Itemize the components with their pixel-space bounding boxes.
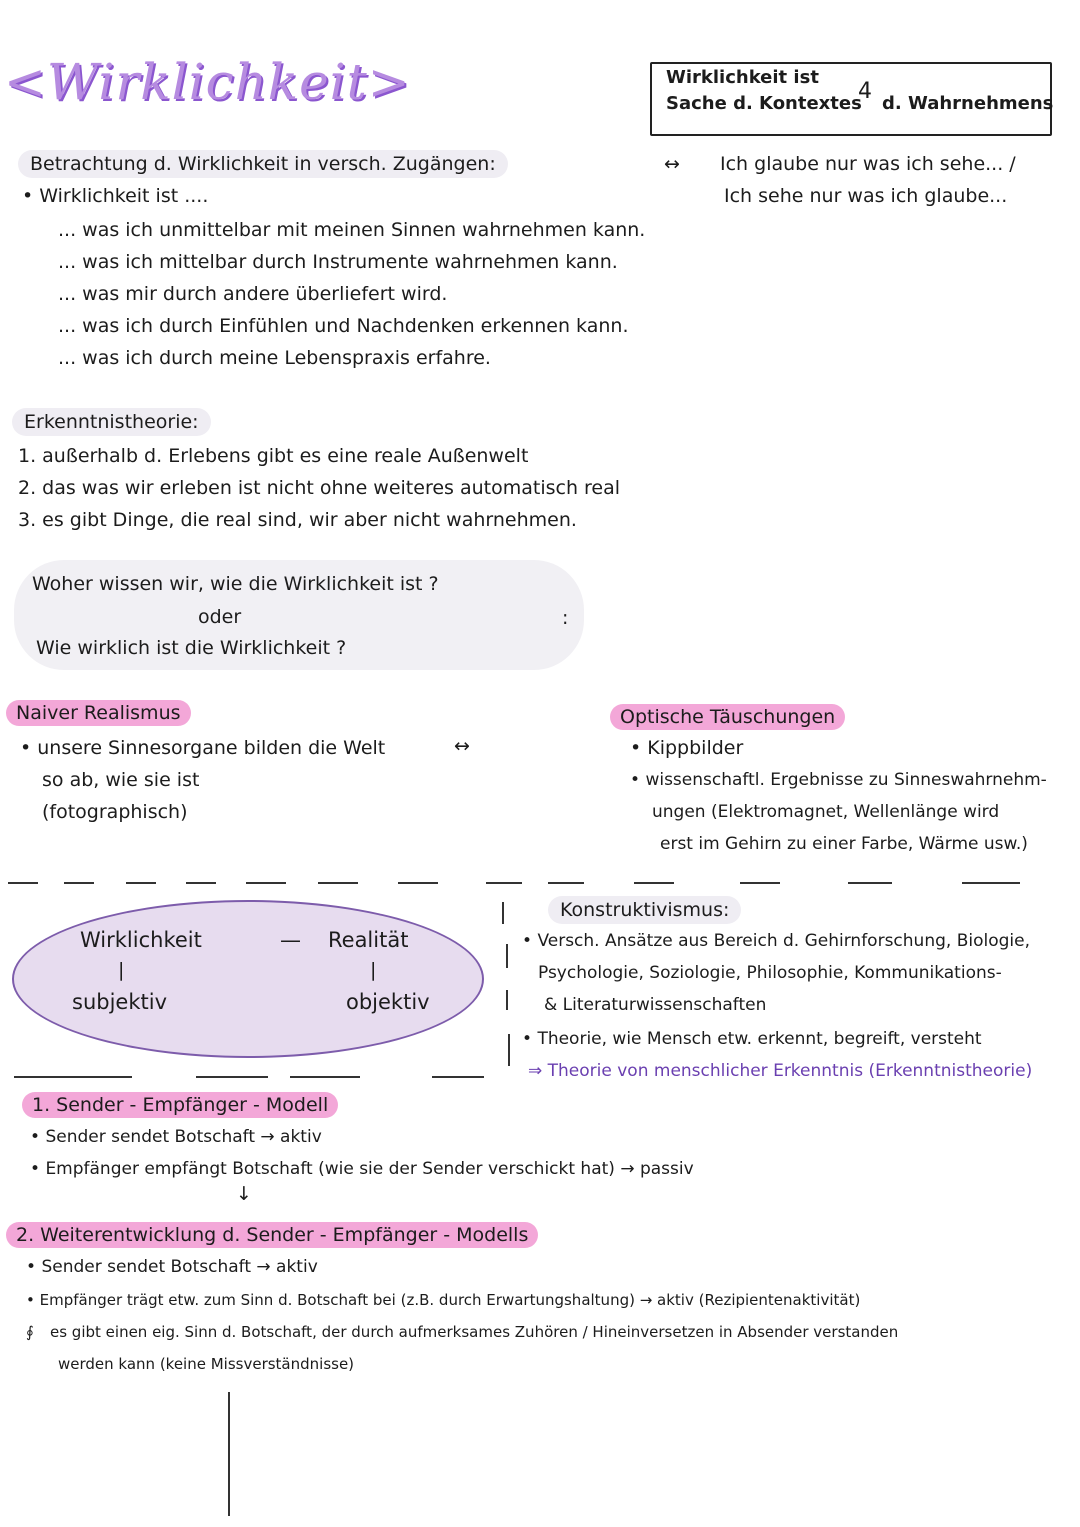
question-line-1: Woher wissen wir, wie die Wirklichkeit ist ?: [32, 573, 439, 595]
vertical-divider: [506, 990, 508, 1010]
optical-heading: Optische Täuschungen: [610, 704, 845, 730]
question-or: oder: [198, 606, 242, 628]
constructivism-item-2: • Theorie, wie Mensch etw. erkennt, begreift, versteht: [522, 1028, 982, 1050]
approaches-heading: Betrachtung d. Wirklichkeit in versch. Zugängen:: [18, 150, 508, 178]
naive-realism-line-2: so ab, wie sie ist: [42, 769, 200, 791]
divider-dash: [196, 1076, 268, 1078]
reality-ellipse: [12, 900, 484, 1058]
divider-dash: [126, 882, 156, 884]
model1-item-1: • Sender sendet Botschaft → aktiv: [30, 1126, 322, 1148]
divider-dash: [14, 1076, 132, 1078]
ellipse-dash: —: [280, 928, 301, 952]
constructivism-item-3: ⇒ Theorie von menschlicher Erkenntnis (Erkenntnistheorie): [528, 1061, 1033, 1081]
context-line-1: Wirklichkeit ist: [666, 67, 819, 88]
approaches-item-3: ... was mir durch andere überliefert wird.: [58, 283, 448, 305]
divider-dash: [64, 882, 94, 884]
question-line-2: Wie wirklich ist die Wirklichkeit ?: [36, 637, 347, 659]
divider-dash: [548, 882, 584, 884]
vertical-divider: [502, 902, 504, 924]
divider-dash: [318, 882, 358, 884]
divider-dash: [290, 1076, 360, 1078]
optical-item-1: • Kippbilder: [630, 736, 743, 760]
naive-realism-line-3: (fotographisch): [42, 801, 188, 823]
beliefs-line-1: Ich glaube nur was ich sehe... /: [720, 153, 1016, 175]
constructivism-item-1b: Psychologie, Soziologie, Philosophie, Kommunikations-: [538, 963, 1002, 983]
epistemology-item-1: 1. außerhalb d. Erlebens gibt es eine reale Außenwelt: [18, 445, 529, 467]
ellipse-realitaet: Realität: [328, 928, 409, 952]
ellipse-bar-right: |: [370, 959, 377, 981]
constructivism-item-1a: • Versch. Ansätze aus Bereich d. Gehirnforschung, Biologie,: [522, 930, 1030, 952]
model2-item-2: • Empfänger trägt etw. zum Sinn d. Botschaft bei (z.B. durch Erwartungshaltung) → aktiv (Rezipientenaktivität): [26, 1288, 860, 1312]
constructivism-item-1c: & Literaturwissenschaften: [544, 995, 767, 1015]
epistemology-item-3: 3. es gibt Dinge, die real sind, wir aber nicht wahrnehmen.: [18, 509, 577, 531]
model2-heading: 2. Weiterentwicklung d. Sender - Empfänger - Modells: [6, 1222, 538, 1248]
ellipse-bar-left: |: [118, 959, 125, 981]
approaches-item-5: ... was ich durch meine Lebenspraxis erfahre.: [58, 347, 491, 369]
vertical-divider: [508, 1034, 510, 1066]
approaches-item-1: ... was ich unmittelbar mit meinen Sinnen wahrnehmen kann.: [58, 219, 646, 241]
context-number: 4: [858, 79, 872, 104]
context-line-2: Sache d. Kontextes: [666, 93, 862, 114]
vertical-divider: [506, 944, 508, 968]
optical-item-2b: ungen (Elektromagnet, Wellenlänge wird: [652, 802, 1000, 822]
naive-realism-arrow: ↔: [454, 735, 470, 757]
approaches-item-2: ... was ich mittelbar durch Instrumente wahrnehmen kann.: [58, 251, 618, 273]
divider-dash: [186, 882, 216, 884]
approaches-item-4: ... was ich durch Einfühlen und Nachdenken erkennen kann.: [58, 315, 629, 337]
model1-heading: 1. Sender - Empfänger - Modell: [22, 1092, 338, 1118]
epistemology-heading: Erkenntnistheorie:: [12, 408, 211, 436]
ellipse-wirklichkeit: Wirklichkeit: [80, 928, 202, 952]
divider-dash: [432, 1076, 484, 1078]
divider-dash: [848, 882, 892, 884]
optical-item-2c: erst im Gehirn zu einer Farbe, Wärme usw.): [660, 834, 1028, 854]
divider-dash: [486, 882, 522, 884]
divider-dash: [8, 882, 38, 884]
divider-dash: [962, 882, 1020, 884]
context-line-3: d. Wahrnehmens: [882, 93, 1054, 114]
model2-item-3a: es gibt einen eig. Sinn d. Botschaft, der durch aufmerksames Zuhören / Hineinversetzen in Absender verstanden: [50, 1323, 899, 1341]
naive-realism-heading: Naiver Realismus: [6, 700, 191, 726]
approaches-lead: • Wirklichkeit ist ....: [22, 184, 208, 208]
question-mark: :: [562, 607, 569, 629]
naive-realism-line-1: • unsere Sinnesorgane bilden die Welt: [20, 736, 385, 760]
ellipse-objektiv: objektiv: [346, 990, 430, 1014]
ellipse-subjektiv: subjektiv: [72, 990, 167, 1014]
model1-arrow: ↓: [236, 1183, 252, 1205]
bottom-vertical-line: [228, 1392, 230, 1516]
divider-dash: [398, 882, 438, 884]
constructivism-heading: Konstruktivismus:: [548, 896, 741, 924]
model1-item-2: • Empfänger empfängt Botschaft (wie sie der Sender verschickt hat) → passiv: [30, 1158, 694, 1180]
model2-mark: ∮: [26, 1323, 34, 1341]
beliefs-line-2: Ich sehe nur was ich glaube...: [724, 185, 1008, 207]
divider-dash: [246, 882, 286, 884]
optical-item-2a: • wissenschaftl. Ergebnisse zu Sinneswahrnehm-: [630, 768, 1047, 792]
model2-item-1: • Sender sendet Botschaft → aktiv: [26, 1256, 318, 1278]
page-title: <Wirklichkeit>: [4, 53, 411, 111]
divider-dash: [740, 882, 780, 884]
model2-item-3b: werden kann (keine Missverständnisse): [58, 1355, 355, 1373]
divider-dash: [634, 882, 674, 884]
beliefs-arrow: ↔: [664, 153, 680, 175]
epistemology-item-2: 2. das was wir erleben ist nicht ohne weiteres automatisch real: [18, 477, 621, 499]
